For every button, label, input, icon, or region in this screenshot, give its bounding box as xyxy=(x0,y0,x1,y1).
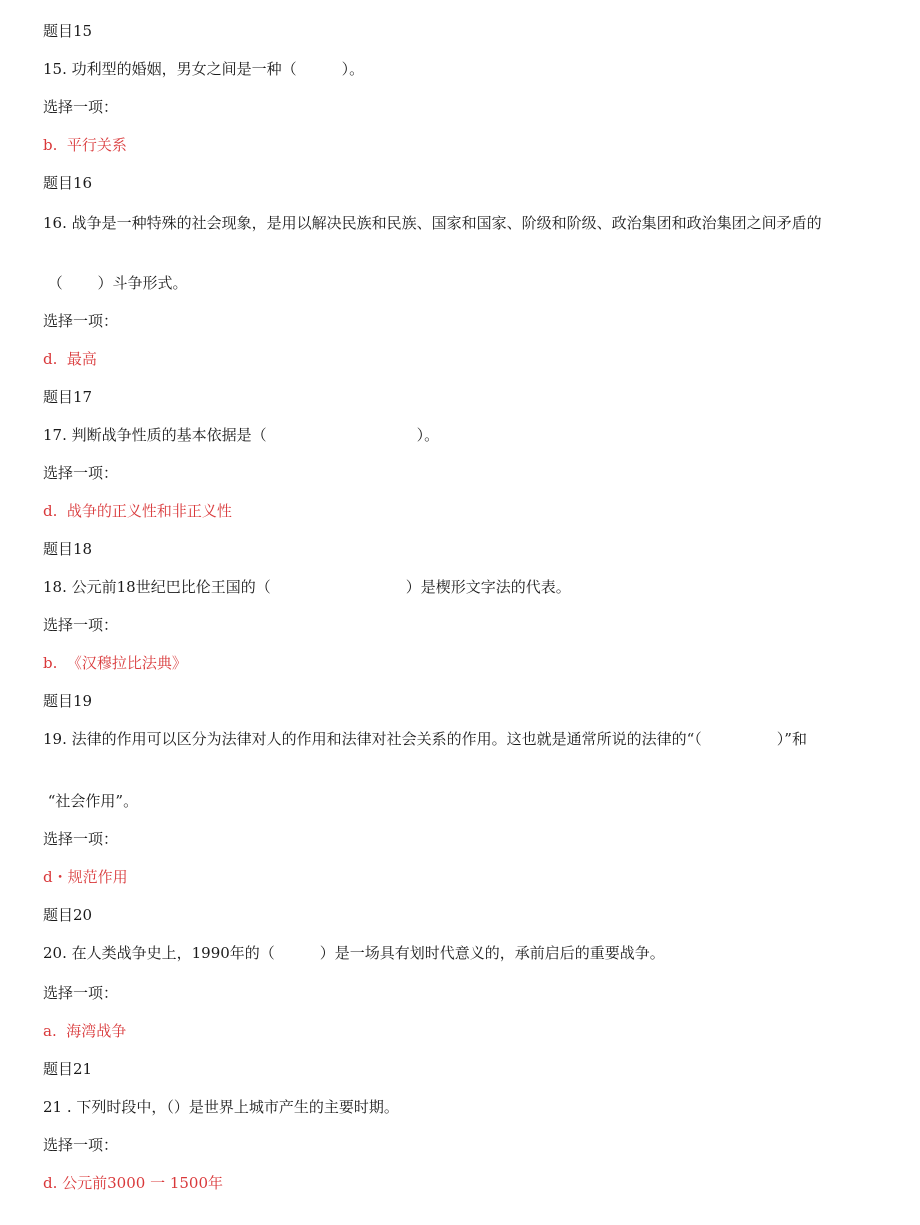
choice-prompt-17: 选择一项： xyxy=(43,464,119,482)
question-text-21: 21 . 下列时段中，（）是世界上城市产生的主要时期。 xyxy=(43,1098,399,1116)
answer-16: d. 最高 xyxy=(43,350,97,368)
answer-17: d. 战争的正义性和非正义性 xyxy=(43,502,232,520)
choice-prompt-21: 选择一项： xyxy=(43,1136,119,1154)
answer-20: a. 海湾战争 xyxy=(43,1022,127,1040)
choice-prompt-16: 选择一项： xyxy=(43,312,119,330)
question-heading-18: 题目18 xyxy=(43,540,93,558)
question-text-16: 16. 战争是一种特殊的社会现象，是用以解决民族和民族、国家和国家、阶级和阶级、政治集团和政治集团之间矛盾的 xyxy=(43,214,822,232)
answer-18: b. 《汉穆拉比法典》 xyxy=(43,654,187,672)
choice-prompt-18: 选择一项： xyxy=(43,616,119,634)
question-heading-15: 题目15 xyxy=(43,22,93,40)
question-text-15: 15. 功利型的婚姻，男女之间是一种（ ）。 xyxy=(43,60,365,78)
choice-prompt-19: 选择一项： xyxy=(43,830,119,848)
question-heading-19: 题目19 xyxy=(43,692,93,710)
question-heading-16: 题目16 xyxy=(43,174,93,192)
question-text-18: 18. 公元前18世纪巴比伦王国的（ ）是楔形文字法的代表。 xyxy=(43,578,571,596)
answer-19: d・规范作用 xyxy=(43,868,128,886)
question-text-20: 20. 在人类战争史上，1990年的（ ）是一场具有划时代意义的，承前启后的重要战争。 xyxy=(43,944,665,962)
question-text-17: 17. 判断战争性质的基本依据是（ ）。 xyxy=(43,426,440,444)
question-text-16-cont: （ ）斗争形式。 xyxy=(43,274,188,292)
question-heading-17: 题目17 xyxy=(43,388,93,406)
question-heading-21: 题目21 xyxy=(43,1060,93,1078)
question-text-19-cont: “社会作用”。 xyxy=(43,792,139,810)
choice-prompt-15: 选择一项： xyxy=(43,98,119,116)
question-text-19: 19. 法律的作用可以区分为法律对人的作用和法律对社会关系的作用。这也就是通常所说的法律的“（ ）”和 xyxy=(43,730,807,748)
choice-prompt-20: 选择一项： xyxy=(43,984,119,1002)
question-heading-20: 题目20 xyxy=(43,906,93,924)
answer-21: d. 公元前3000 一 1500年 xyxy=(43,1174,224,1192)
answer-15: b. 平行关系 xyxy=(43,136,127,154)
